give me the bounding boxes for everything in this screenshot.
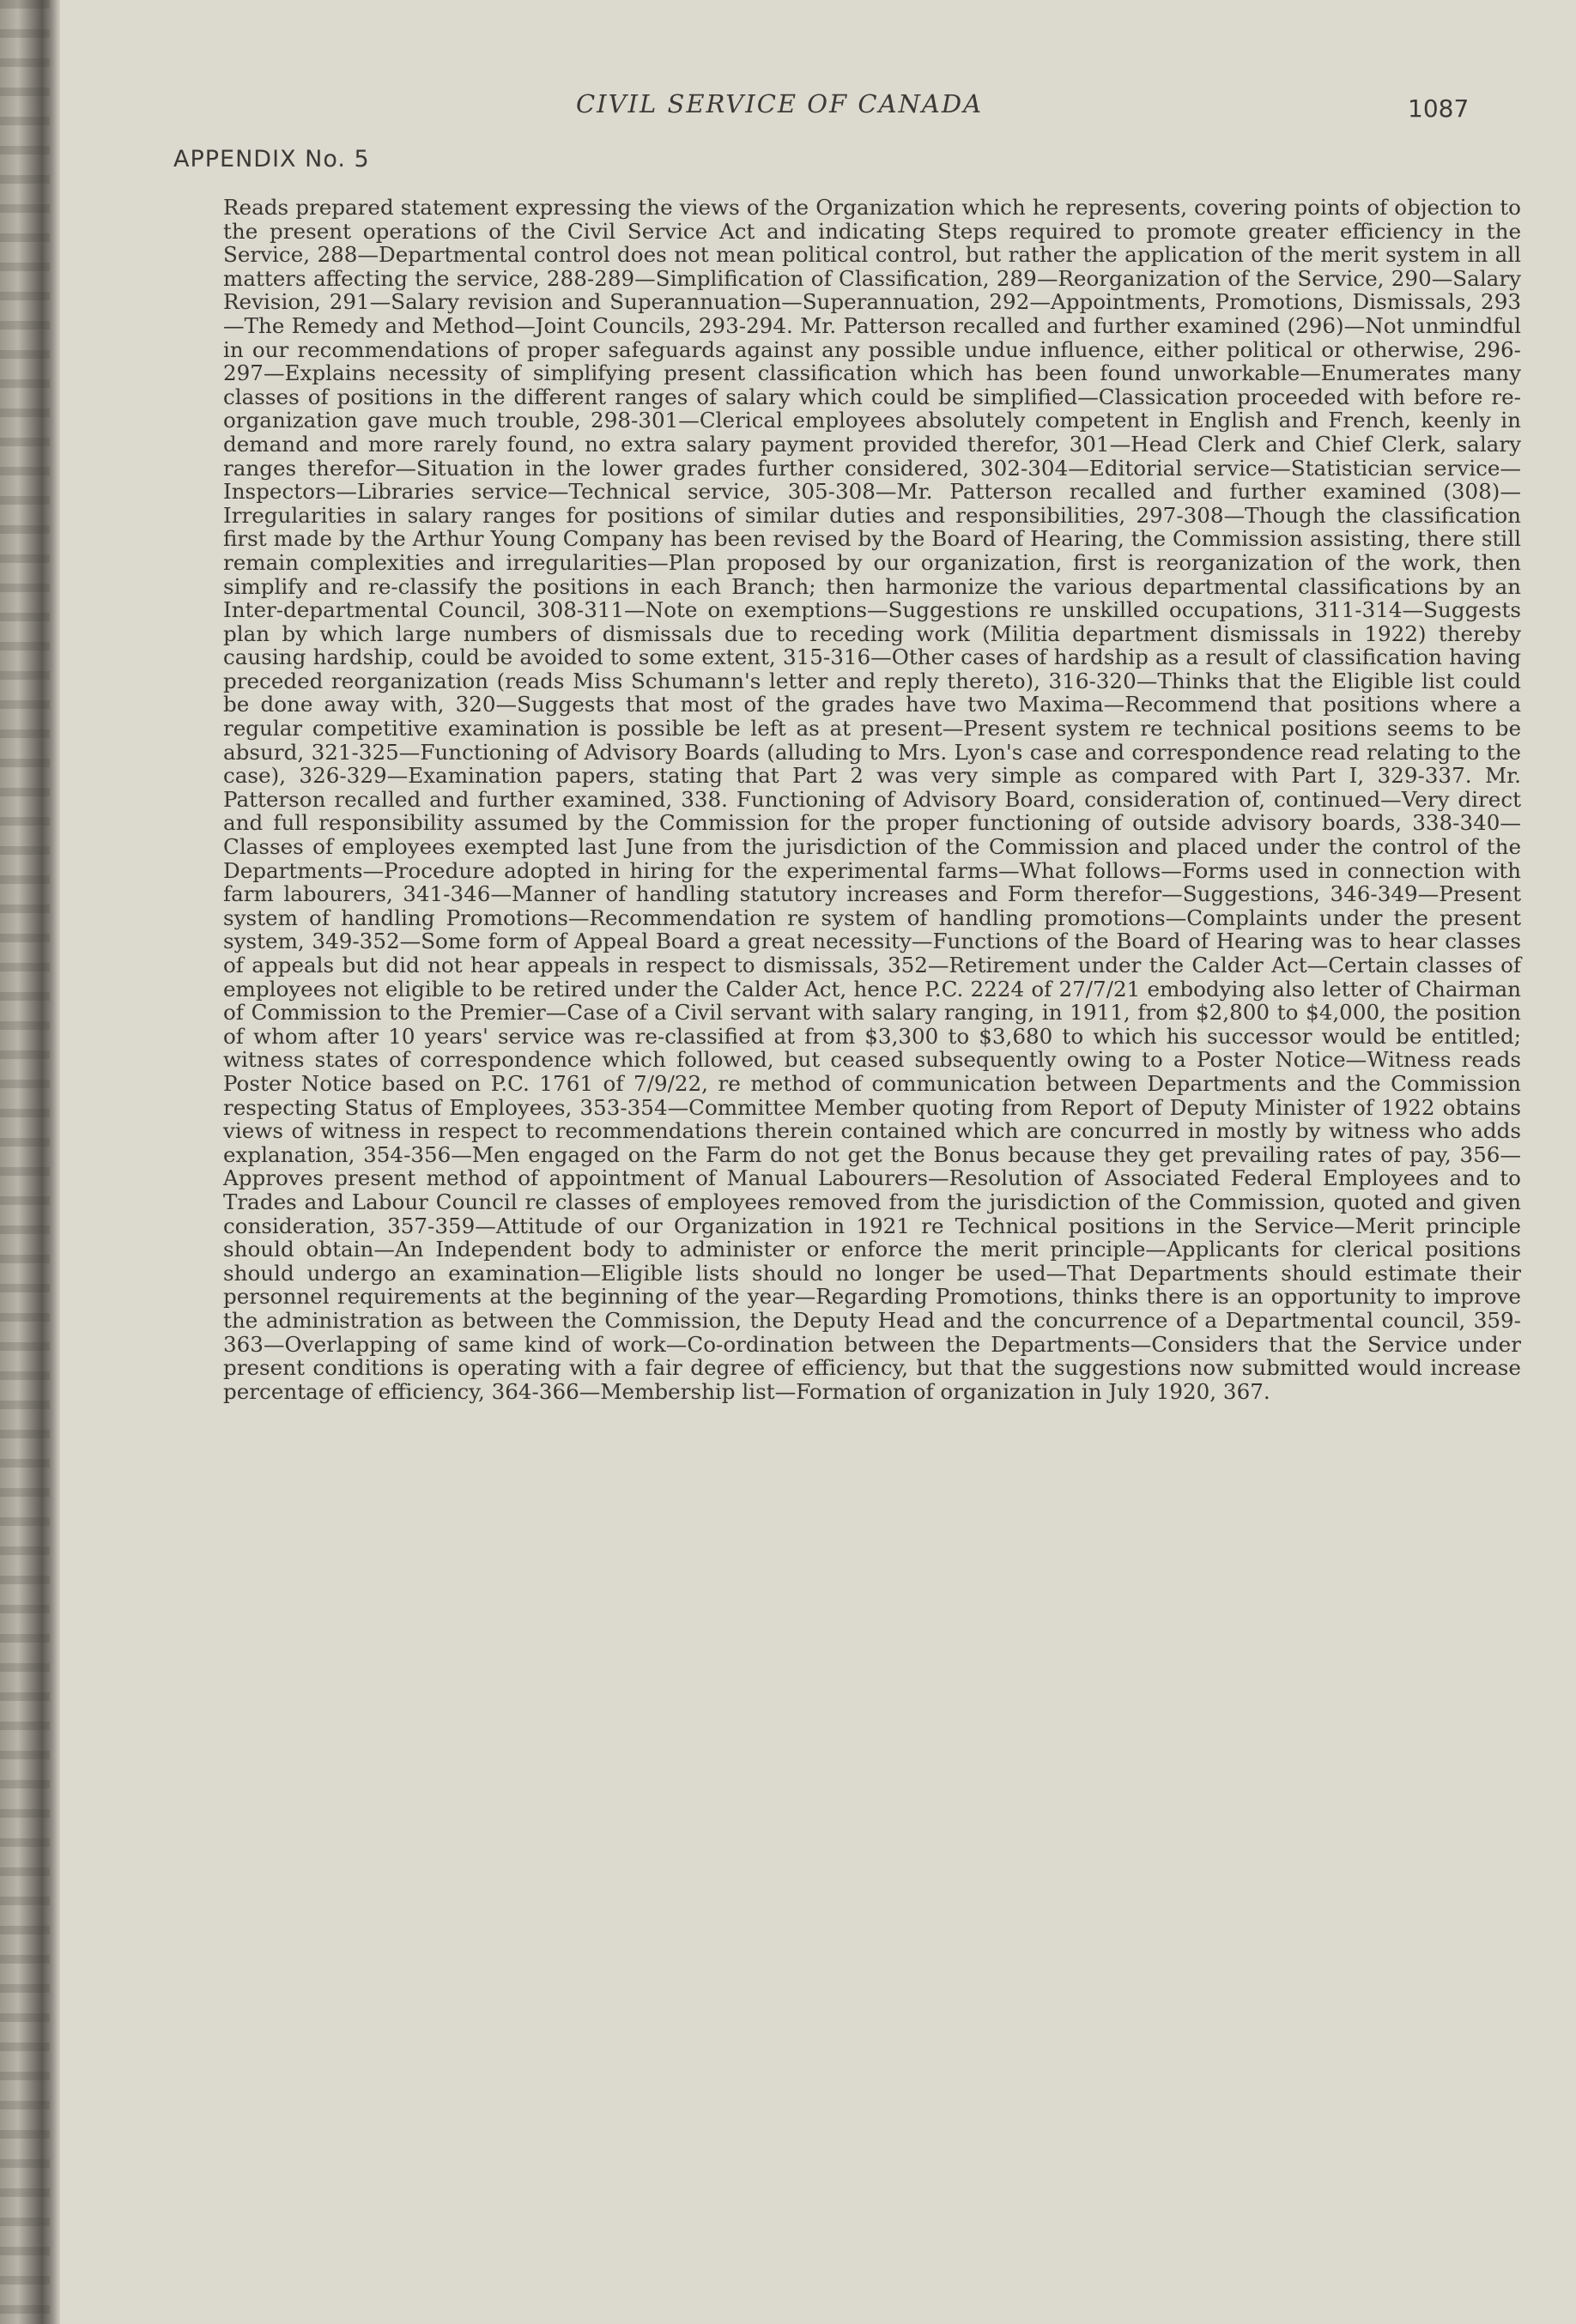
facing-page-bleed [0,0,50,2324]
body-paragraph: Reads prepared statement expressing the views of the Organization which he represents, covering points of objection to the present operations of the Civil Service Act and indicating Steps required to promote greater efficiency in the Service, 288—Departmental control does not mean political control, but rather the application of the merit system in all matters affecting the service, 288-289—Simplification of Classification, 289—Reorganization of the Service, 290—Salary Revision, 291—Salary revision and Superannuation—Superannuation, 292—Appointments, Promotions, Dismissals, 293—The Remedy and Method—Joint Councils, 293-294. Mr. Patterson recalled and further examined (296)—Not unmindful in our recommendations of proper safeguards against any possible undue influence, either political or otherwise, 296-297—Explains necessity of simplifying present classification which has been found unworkable—Enumerates many classes of positions in the different ranges of salary which could be simplified—Classication proceeded with before re-organization gave much trouble, 298-301—Clerical employees absolutely competent in English and French, keenly in demand and more rarely found, no extra salary payment provided therefor, 301—Head Clerk and Chief Clerk, salary ranges therefor—Situation in the lower grades further considered, 302-304—Editorial service—Statistician service—Inspectors—Libraries service—Technical service, 305-308—Mr. Patterson recalled and further examined (308)—Irregularities in salary ranges for positions of similar duties and responsibilities, 297-308—Though the classification first made by the Arthur Young Company has been revised by the Board of Hearing, the Commission assisting, there still remain complexities and irregularities—Plan proposed by our organization, first is reorganization of the work, then simplify and re-classify the positions in each Branch; then harmonize the various departmental classifications by an Inter-departmental Council, 308-311—Note on exemptions—Suggestions re unskilled occupations, 311-314—Suggests plan by which large numbers of dismissals due to receding work (Militia department dismissals in 1922) thereby causing hardship, could be avoided to some extent, 315-316—Other cases of hardship as a result of classification having preceded reorganization (reads Miss Schumann's letter and reply thereto), 316-320—Thinks that the Eligible list could be done away with, 320—Suggests that most of the grades have two Maxima—Recommend that positions where a regular competitive examination is possible be left as at present—Present system re technical positions seems to be absurd, 321-325—Functioning of Advisory Boards (alluding to Mrs. Lyon's case and correspondence read relating to the case), 326-329—Examination papers, stating that Part 2 was very simple as compared with Part I, 329-337. Mr. Patterson recalled and further examined, 338. Functioning of Advisory Board, consideration of, continued—Very direct and full responsibility assumed by the Commission for the proper functioning of outside advisory boards, 338-340—Classes of employees exempted last June from the jurisdiction of the Commission and placed under the control of the Departments—Procedure adopted in hiring for the experimental farms—What follows—Forms used in connection with farm labourers, 341-346—Manner of handling statutory increases and Form therefor—Suggestions, 346-349—Present system of handling Promotions—Recommendation re system of handling promotions—Complaints under the present system, 349-352—Some form of Appeal Board a great necessity—Functions of the Board of Hearing was to hear classes of appeals but did not hear appeals in respect to dismissals, 352—Retirement under the Calder Act—Certain classes of employees not eligible to be retired under the Calder Act, hence P.C. 2224 of 27/7/21 embodying also letter of Chairman of Commission to the Premier—Case of a Civil servant with salary ranging, in 1911, from $2,800 to $4,000, the position of whom after 10 years' service was re-classified at from $3,300 to $3,680 to which his successor would be entitled; witness states of correspondence which followed, but ceased subsequently owing to a Poster Notice—Witness reads Poster Notice based on P.C. 1761 of 7/9/22, re method of communication between Departments and the Commission respecting Status of Employees, 353-354—Committee Member quoting from Report of Deputy Minister of 1922 obtains views of witness in respect to recommendations therein contained which are concurred in mostly by witness who adds explanation, 354-356—Men engaged on the Farm do not get the Bonus because they get prevailing rates of pay, 356—Approves present method of appointment of Manual Labourers—Resolution of Associated Federal Employees and to Trades and Labour Council re classes of employees removed from the jurisdiction of the Commission, quoted and given consideration, 357-359—Attitude of our Organization in 1921 re Technical positions in the Service—Merit principle should obtain—An Independent body to administer or enforce the merit principle—Applicants for clerical positions should undergo an examination—Eligible lists should no longer be used—That Departments should estimate their personnel requirements at the beginning of the year—Regarding Promotions, thinks there is an opportunity to improve the administration as between the Commission, the Deputy Head and the concurrence of a Departmental council, 359-363—Overlapping of same kind of work—Co-ordination between the Departments—Considers that the Service under present conditions is operating with a fair degree of efficiency, but that the suggestions now submitted would increase percentage of efficiency, 364-366—Membership list—Formation of organization in July 1920, 367. [223,195,1521,1404]
running-title: CIVIL SERVICE OF CANADA [575,89,984,118]
document-page [60,0,1576,2324]
page-number: 1087 [1408,94,1470,123]
appendix-label: APPENDIX No. 5 [173,146,370,172]
